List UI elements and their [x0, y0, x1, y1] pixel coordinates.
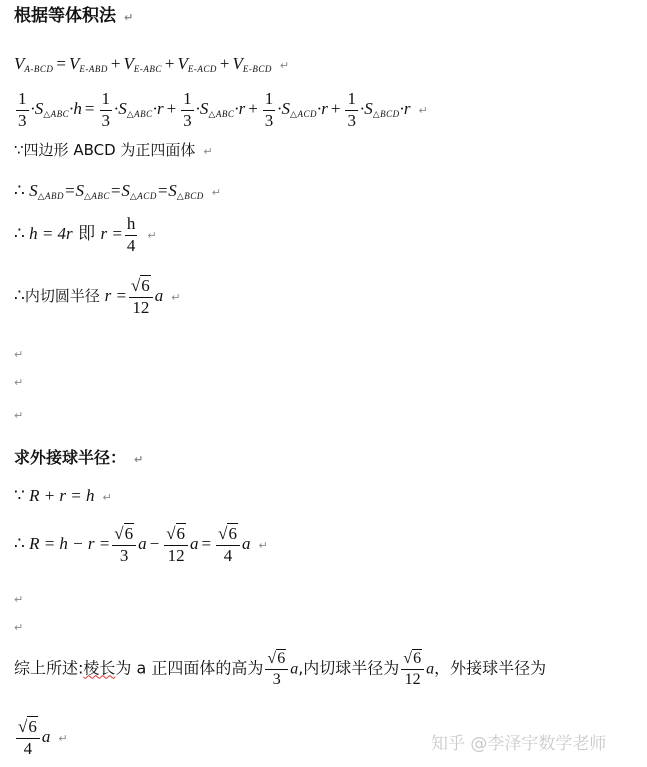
paragraph-mark: ↵ [14, 593, 24, 606]
inradius-result: ∴内切圆半径 r = $\frac{√6}{12}$ a ↵ [14, 276, 181, 317]
paragraph-mark: ↵ [14, 348, 24, 361]
equal-areas-equation: ∴ $S_{\triangle ABD}=S_{\triangle ABC}=S_{\triangle ACD}=S_{\triangle BCD}$ ↵ [14, 181, 221, 201]
area-height-equation: $\frac{1}{3}$ $\cdot S_{\triangle ABC}\cdot h$ = $\frac{1}{3}$ $\cdot S_{\triangle ABC}\cdot r$ + $\frac{1}{3}$ $\cdot S_{\triangle ABC}\cdot r$ + $\frac{1}{3}$ $\cdot S_{\triangle ACD}\cdot r$ + $\frac{1}{3}$ $\cdot S_{\triangle BCD}\cdot r$ ↵ [18, 89, 428, 130]
circumradius-result: ∴ R = h − r = $\frac{√6}{3}$ a − $\frac{√6}{12}$ a = $\frac{√6}{4}$ a ↵ [14, 524, 268, 565]
paragraph-mark: ↵ [14, 376, 24, 389]
summary-line: 综上所述:棱长为 a 正四面体的高为 $\frac{√6}{3}$ a,内切球半径为 $\frac{√6}{12}$ a，外接球半径为 [14, 650, 547, 688]
paragraph-mark: ↵ [14, 409, 24, 422]
circumradius-premise: ∵ R + r = h ↵ [14, 486, 112, 505]
paragraph-mark: ↵ [14, 621, 24, 634]
paragraph-mark: ↵ [124, 11, 134, 24]
heading-equal-volume-method [14, 8, 133, 25]
zhihu-watermark: 知乎 @李泽宇数学老师 [431, 734, 607, 754]
premise-regular-tetrahedron: ∵四边形 ABCD 为正四面体 ↵ [14, 141, 213, 159]
heading-circumradius: 求外接球半径： ↵ [14, 448, 144, 467]
inradius-height-relation: ∴ h = 4r 即 r = $\frac{h}{4}$ ↵ [14, 214, 157, 255]
volume-equation: $V_{A-BCD} = V_{E-ABD} + V_{E-ABC} + V_{E-ACD} + V_{E-BCD}$ ↵ [14, 54, 290, 74]
summary-circumradius: $\frac{√6}{4}$ a ↵ [18, 717, 68, 758]
heading-text: 根据等体积法 [14, 6, 116, 26]
